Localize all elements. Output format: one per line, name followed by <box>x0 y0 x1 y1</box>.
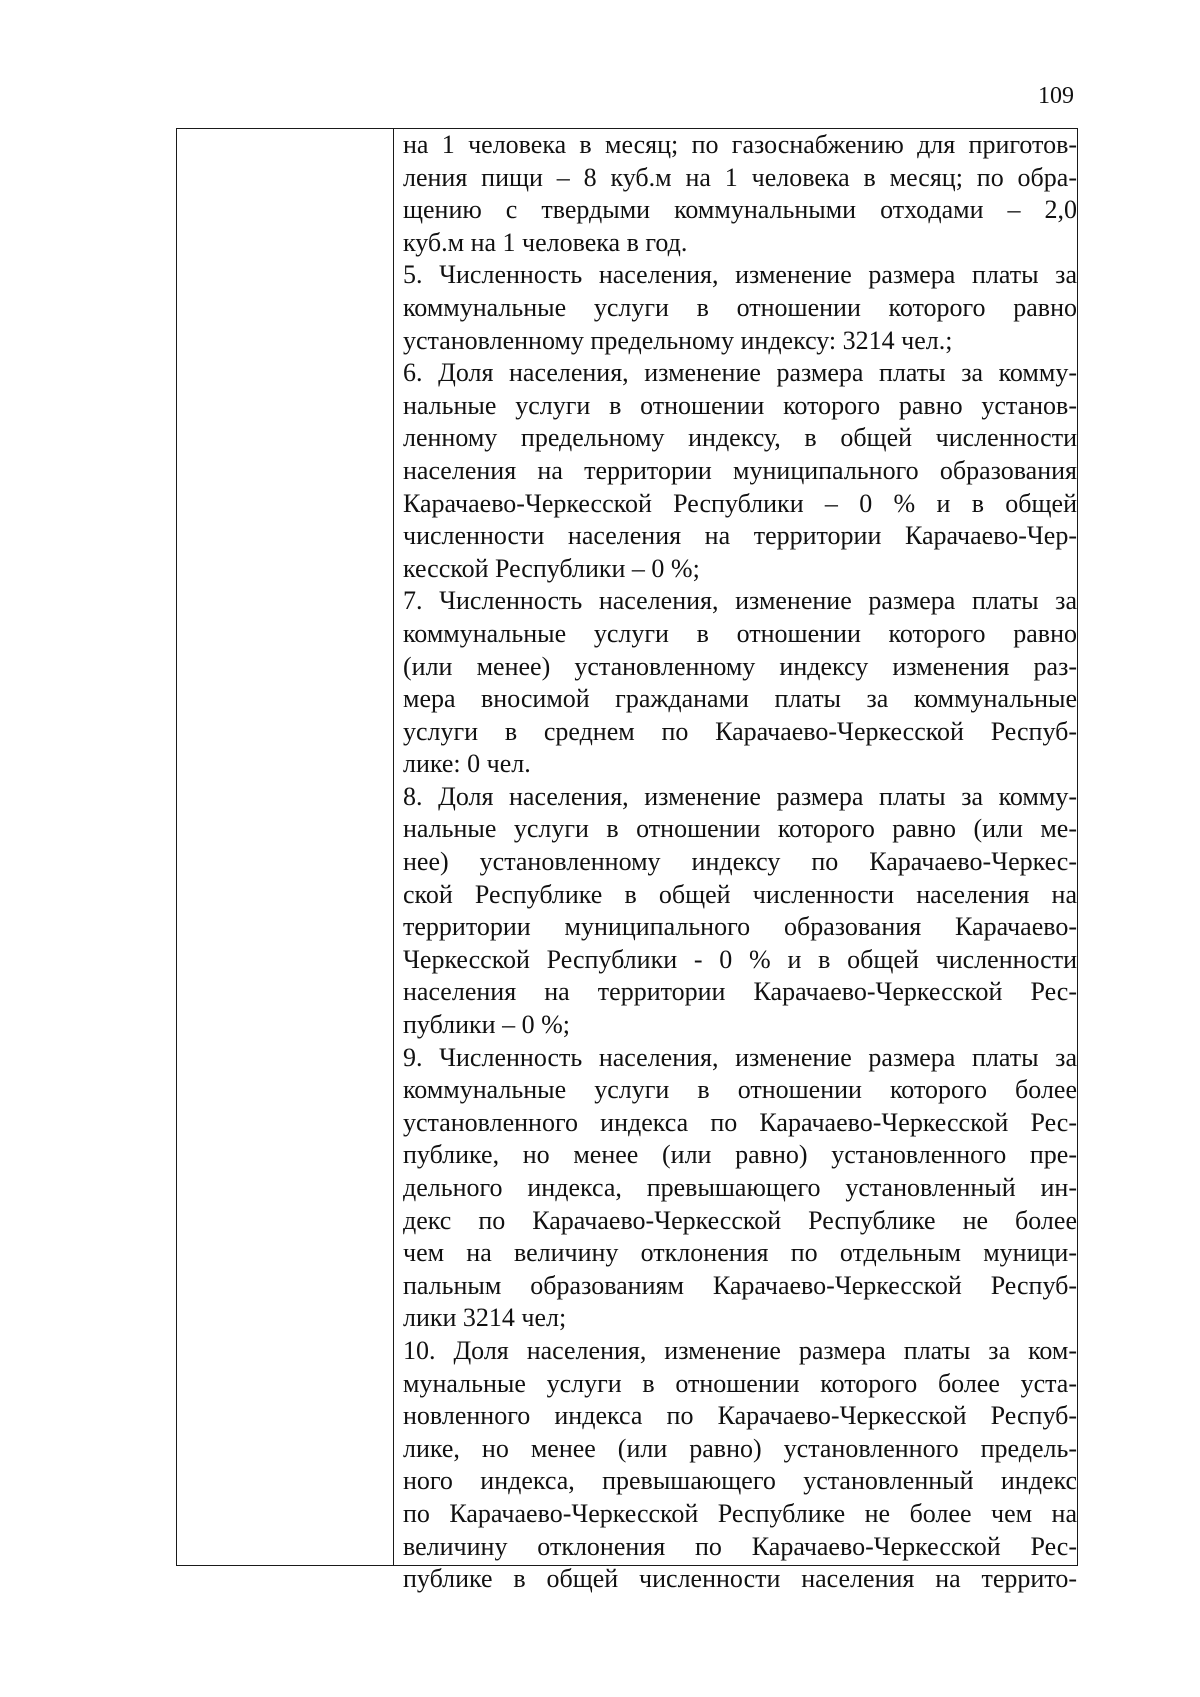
text-line: коммунальные услуги в отношении которого равно <box>403 618 1077 648</box>
text-line: коммунальные услуги в отношении которого равно <box>403 292 1077 322</box>
page-number: 109 <box>1038 83 1074 109</box>
text-line: 7. Численность населения, изменение размера платы за <box>403 586 1077 616</box>
text-line: 9. Численность населения, изменение размера платы за <box>403 1042 1077 1072</box>
text-line: нальные услуги в отношении которого равно установ- <box>403 390 1077 420</box>
text-line: нее) установленному индексу по Карачаево-Черкес- <box>403 847 1077 877</box>
text-line: нальные услуги в отношении которого равно (или ме- <box>403 814 1077 844</box>
text-line: на 1 человека в месяц; по газоснабжению для приготов- <box>403 130 1077 159</box>
text-line: публики – 0 %; <box>403 1010 570 1040</box>
document-table <box>176 128 1078 1594</box>
table-right-cell <box>394 129 1077 1594</box>
text-line: численности населения на территории Карачаево-Чер- <box>403 521 1077 551</box>
text-line: лике, но менее (или равно) установленного предель- <box>403 1433 1077 1463</box>
text-line: населения на территории муниципального образования <box>403 455 1077 485</box>
text-line: мера вносимой гражданами платы за коммунальные <box>403 684 1077 714</box>
text-line: (или менее) установленному индексу изменения раз- <box>403 651 1077 681</box>
text-line: кесской Республики – 0 %; <box>403 553 700 583</box>
text-line: щению с твердыми коммунальными отходами – 2,0 <box>403 195 1077 225</box>
text-line: установленного индекса по Карачаево-Черкесской Рес- <box>403 1107 1077 1137</box>
text-line: пальным образованиям Карачаево-Черкесской Респуб- <box>403 1270 1077 1300</box>
text-line: публике, но менее (или равно) установленного пре- <box>403 1140 1077 1170</box>
text-line: установленному предельному индексу: 3214 чел.; <box>403 325 953 355</box>
text-line: 5. Численность населения, изменение размера платы за <box>403 260 1077 290</box>
text-line: по Карачаево-Черкесской Республике не более чем на <box>403 1498 1077 1528</box>
text-line: ления пищи – 8 куб.м на 1 человека в месяц; по обра- <box>403 162 1077 192</box>
text-line: ленному предельному индексу, в общей численности <box>403 423 1077 453</box>
text-line: дельного индекса, превышающего установленный ин- <box>403 1173 1077 1202</box>
text-line: чем на величину отклонения по отдельным муници- <box>403 1238 1077 1268</box>
text-line: публике в общей численности населения на террито- <box>403 1564 1077 1594</box>
text-line: 6. Доля населения, изменение размера платы за комму- <box>403 358 1077 388</box>
text-line: декс по Карачаево-Черкесской Республике не более <box>403 1205 1077 1235</box>
text-line: лике: 0 чел. <box>403 749 531 779</box>
text-line: куб.м на 1 человека в год. <box>403 227 688 257</box>
text-line: территории муниципального образования Карачаево- <box>403 912 1077 942</box>
text-line: 8. Доля населения, изменение размера платы за комму- <box>403 781 1077 811</box>
text-line: новленного индекса по Карачаево-Черкесской Респуб- <box>403 1401 1077 1431</box>
text-line: мунальные услуги в отношении которого более уста- <box>403 1368 1077 1398</box>
table-left-cell <box>177 129 394 1565</box>
text-line: лики 3214 чел; <box>403 1303 567 1333</box>
text-line: величину отклонения по Карачаево-Черкесской Рес- <box>403 1531 1077 1561</box>
text-line: населения на территории Карачаево-Черкесской Рес- <box>403 977 1077 1007</box>
text-line: 10. Доля населения, изменение размера платы за ком- <box>403 1335 1077 1365</box>
text-line: Черкесской Республики - 0 % и в общей численности <box>403 944 1077 974</box>
text-line: услуги в среднем по Карачаево-Черкесской Респуб- <box>403 716 1077 746</box>
text-line: ного индекса, превышающего установленный индекс <box>403 1466 1077 1496</box>
text-line: ской Республике в общей численности населения на <box>403 879 1077 909</box>
text-line: Карачаево-Черкесской Республики – 0 % и в общей <box>403 488 1077 518</box>
text-line: коммунальные услуги в отношении которого более <box>403 1075 1077 1105</box>
